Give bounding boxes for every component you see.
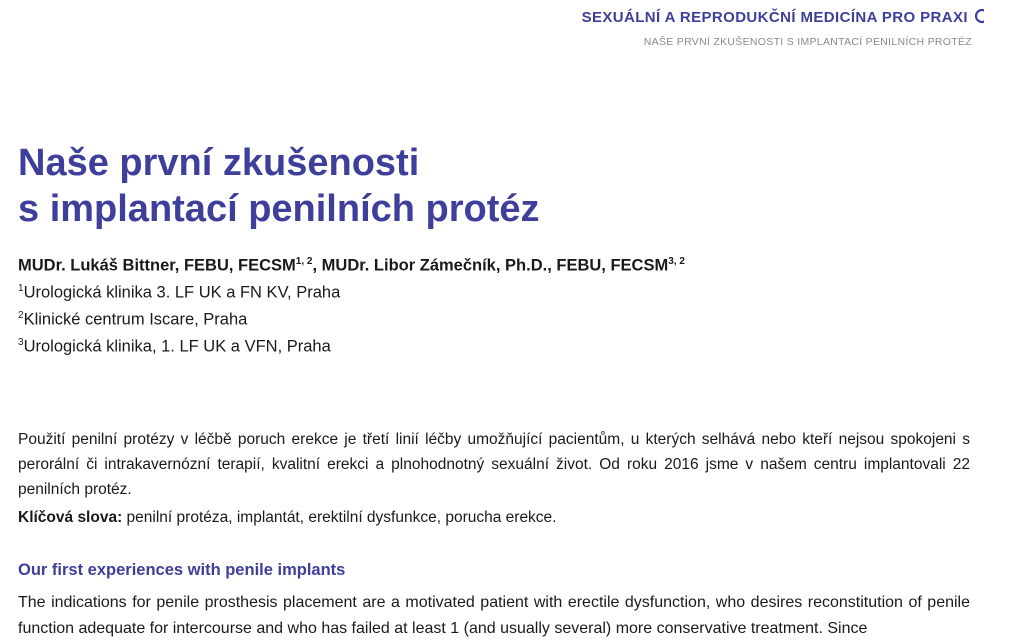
author-name: MUDr. Lukáš Bittner, FEBU, FECSM	[18, 256, 296, 275]
author-affiliation-ref: 3, 2	[668, 256, 685, 267]
title-line: Naše první zkušenosti	[18, 142, 420, 184]
journal-logo-icon	[974, 8, 984, 24]
abstract-czech: Použití penilní protézy v léčbě poruch erekce je třetí linií léčby umožňující pacientům, u kterých selhává nebo kteří nejsou spokojeni s perorální či intrakavernózní terapií, kvalitní erekci a plnohodnotný sexuální život. Od roku 2016 jsme v našem centru implantovali 22 penilních protéz.	[18, 431, 970, 498]
article-title	[18, 140, 540, 232]
keywords-text: penilní protéza, implantát, erektilní dysfunkce, porucha erekce.	[122, 509, 557, 526]
author-list: MUDr. Lukáš Bittner, FEBU, FECSM$^{1, 2}$, MUDr. Libor Zámečník, Ph.D., FEBU, FECSM$^{3, 2}$	[18, 256, 685, 275]
running-header: NAŠE PRVNÍ ZKUŠENOSTI S IMPLANTACÍ PENILNÍCH PROTÉZ	[643, 36, 972, 48]
english-title: Our first experiences with penile implants	[18, 561, 346, 579]
title-line: s implantací penilních protéz	[18, 188, 540, 230]
affiliation: $^2$Klinické centrum Iscare, Praha	[18, 310, 248, 329]
keywords-label: Klíčová slova:	[18, 509, 123, 526]
author-affiliation-ref: 1, 2	[295, 256, 313, 267]
abstract-english: The indications for penile prosthesis placement are a motivated patient with erectile dysfunction, who desires reconstitution of penile function adequate for intercourse and who has failed at least 1 (and usually several) more conservative treatment. Since	[18, 594, 970, 637]
author-name: MUDr. Libor Zámečník, Ph.D., FEBU, FECSM	[321, 256, 669, 275]
affiliation: $^1$Urologická klinika 3. LF UK a FN KV, Praha	[18, 283, 341, 302]
affiliation: $^3$Urologická klinika, 1. LF UK a VFN, Praha	[18, 337, 331, 356]
journal-name: SEXUÁLNÍ A REPRODUKČNÍ MEDICÍNA PRO PRAXI	[582, 8, 984, 26]
keywords	[18, 509, 557, 527]
